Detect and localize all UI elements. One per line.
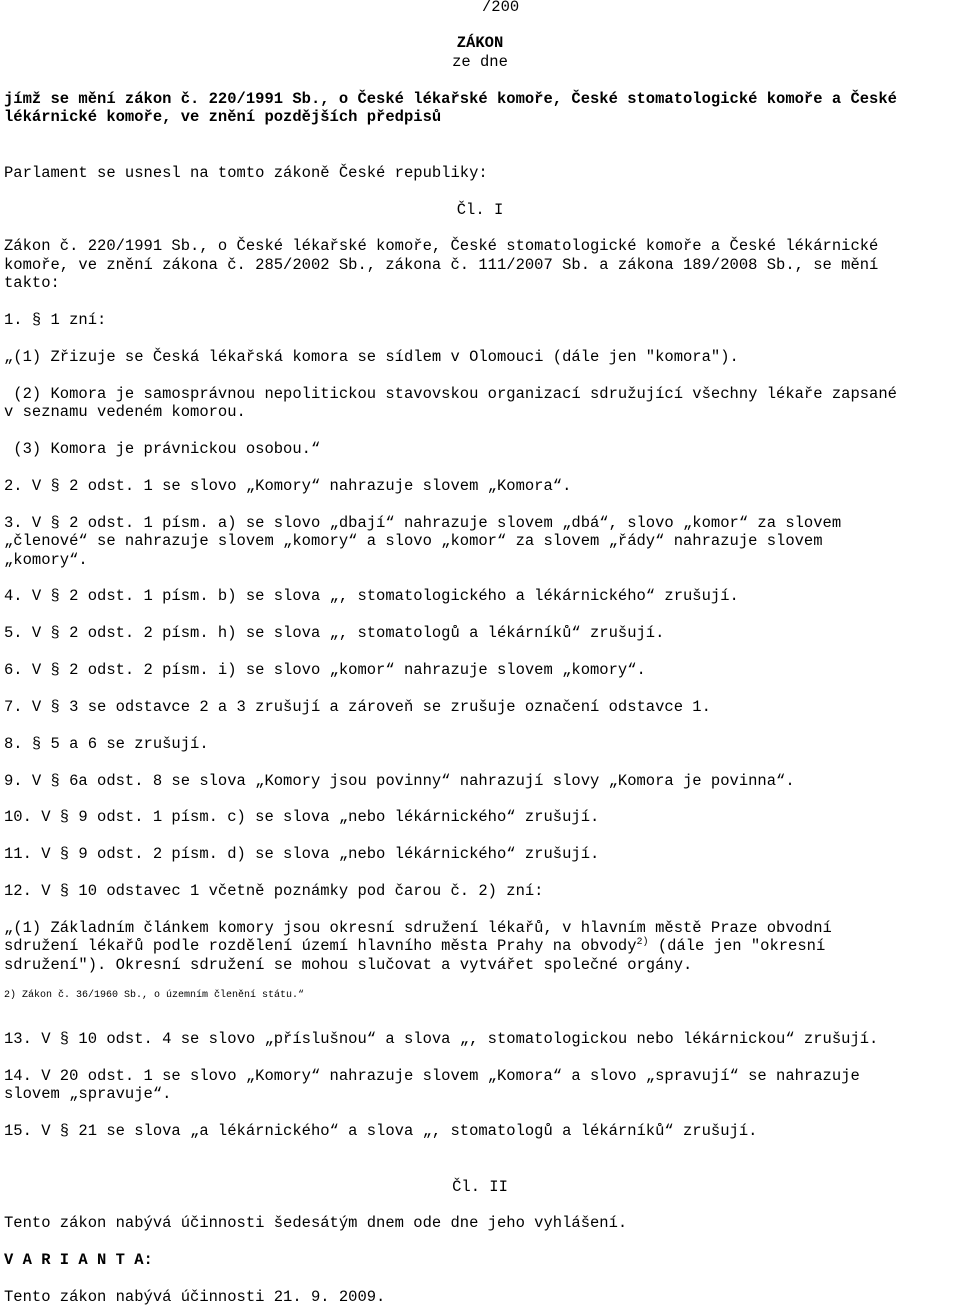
point-3-line-1: 3. V § 2 odst. 1 písm. a) se slovo „dbají“ nahrazuje slovem „dbá“, slovo „komor“ za slovem bbox=[4, 514, 842, 532]
date-line: ze dne bbox=[452, 53, 508, 71]
point-1-para-3: (3) Komora je právnickou osobou.“ bbox=[4, 440, 321, 458]
article-1-heading: Čl. I bbox=[456, 201, 504, 219]
point-12-quote-line-3: sdružení"). Okresní sdružení se mohou slučovat a vytvářet společné orgány. bbox=[4, 956, 693, 974]
point-4: 4. V § 2 odst. 1 písm. b) se slova „, stomatologického a lékárnického“ zrušují. bbox=[4, 587, 739, 605]
point-2: 2. V § 2 odst. 1 se slovo „Komory“ nahrazuje slovem „Komora“. bbox=[4, 477, 572, 495]
article-2-text: Tento zákon nabývá účinnosti šedesátým dnem ode dne jeho vyhlášení. bbox=[4, 1214, 628, 1232]
document-title: ZÁKON bbox=[456, 34, 504, 52]
law-number: /200 bbox=[482, 0, 520, 16]
point-1-para-1: „(1) Zřizuje se Česká lékařská komora se sídlem v Olomouci (dále jen "komora"). bbox=[4, 348, 739, 366]
point-7: 7. V § 3 se odstavce 2 a 3 zrušují a zároveň se zrušuje označení odstavce 1. bbox=[4, 698, 711, 716]
variant-label: V A R I A N T A: bbox=[4, 1251, 153, 1269]
point-14-line-1: 14. V 20 odst. 1 se slovo „Komory“ nahrazuje slovem „Komora“ a slovo „spravují“ se nahrazuje bbox=[4, 1067, 860, 1085]
point-12-quote-line-2-text: sdružení lékařů podle rozdělení území hlavního města Prahy na obvody bbox=[4, 937, 637, 955]
point-5: 5. V § 2 odst. 2 písm. h) se slova „, stomatologů a lékárníků“ zrušují. bbox=[4, 624, 665, 642]
point-1-para-2-line-1: (2) Komora je samosprávnou nepolitickou stavovskou organizací sdružující všechny lékaře zapsané bbox=[4, 385, 897, 403]
subject-line-2: lékárnické komoře, ve znění pozdějších předpisů bbox=[4, 108, 442, 126]
point-1-para-2-line-2: v seznamu vedeném komorou. bbox=[4, 403, 246, 421]
point-12: 12. V § 10 odstavec 1 včetně poznámky pod čarou č. 2) zní: bbox=[4, 882, 544, 900]
footnote: 2) Zákon č. 36/1960 Sb., o územním členění státu.“ bbox=[4, 990, 305, 1001]
article-2-heading: Čl. II bbox=[452, 1178, 508, 1196]
subject-line-1: jímž se mění zákon č. 220/1991 Sb., o České lékařské komoře, České stomatologické komoře a České bbox=[4, 90, 897, 108]
article-1-intro-line-1: Zákon č. 220/1991 Sb., o České lékařské komoře, České stomatologické komoře a České lékárnické bbox=[4, 237, 879, 255]
point-15: 15. V § 21 se slova „a lékárnického“ a slova „, stomatologů a lékárníků“ zrušují. bbox=[4, 1122, 758, 1140]
point-12-quote-line-2 bbox=[4, 937, 825, 956]
point-12-quote-line-1: „(1) Základním článkem komory jsou okresní sdružení lékařů, v hlavním městě Praze obvodní bbox=[4, 919, 832, 937]
article-1-intro-line-3: takto: bbox=[4, 274, 60, 292]
point-13: 13. V § 10 odst. 4 se slovo „příslušnou“ a slova „, stomatologickou nebo lékárnickou“ zrušují. bbox=[4, 1030, 879, 1048]
point-8: 8. § 5 a 6 se zrušují. bbox=[4, 735, 209, 753]
point-6: 6. V § 2 odst. 2 písm. i) se slovo „komor“ nahrazuje slovem „komory“. bbox=[4, 661, 646, 679]
point-1-head: 1. § 1 zní: bbox=[4, 311, 107, 329]
point-11: 11. V § 9 odst. 2 písm. d) se slova „nebo lékárnického“ zrušují. bbox=[4, 845, 600, 863]
article-1-intro-line-2: komoře, ve znění zákona č. 285/2002 Sb., zákona č. 111/2007 Sb. a zákona 189/2008 Sb., se mění bbox=[4, 256, 879, 274]
point-9: 9. V § 6a odst. 8 se slova „Komory jsou povinny“ nahrazují slovy „Komora je povinna“. bbox=[4, 772, 795, 790]
point-12-quote-line-2-rest: (dále jen "okresní bbox=[648, 937, 826, 955]
point-14-line-2: slovem „spravuje“. bbox=[4, 1085, 172, 1103]
point-10: 10. V § 9 odst. 1 písm. c) se slova „nebo lékárnického“ zrušují. bbox=[4, 808, 600, 826]
variant-text: Tento zákon nabývá účinnosti 21. 9. 2009. bbox=[4, 1288, 386, 1306]
point-3-line-2: „členové“ se nahrazuje slovem „komory“ a slovo „komor“ za slovem „řády“ nahrazuje slovem bbox=[4, 532, 823, 550]
preamble: Parlament se usnesl na tomto zákoně České republiky: bbox=[4, 164, 488, 182]
footnote-reference: 2) bbox=[636, 937, 649, 948]
point-3-line-3: „komory“. bbox=[4, 551, 88, 569]
